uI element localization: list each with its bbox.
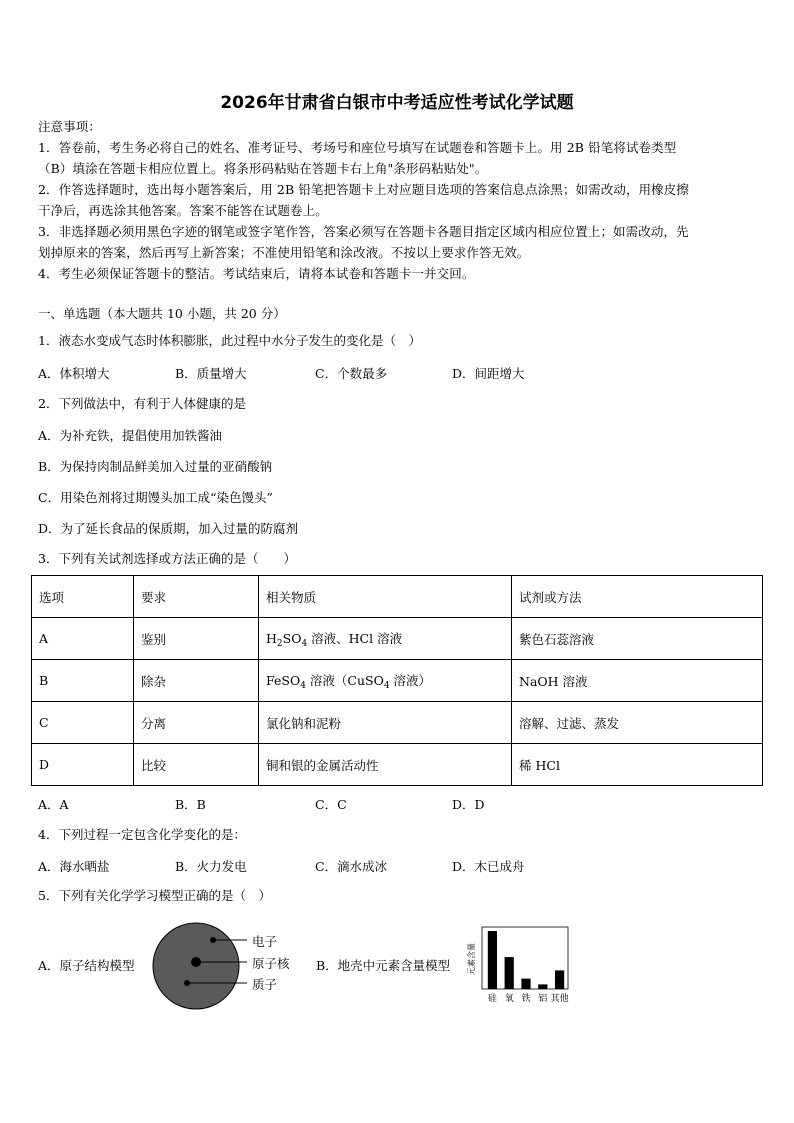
chart-bars <box>488 931 564 989</box>
option-b: B．为保持肉制品鲜美加入过量的亚硝酸钠 <box>38 459 273 474</box>
table-header: 相关物质 <box>259 576 512 618</box>
question-stem: 3．下列有关试剂选择或方法正确的是（ ） <box>38 551 296 566</box>
crust-element-bar-chart <box>466 923 576 1005</box>
option-b: B．火力发电 <box>175 859 247 874</box>
table-row <box>32 702 763 744</box>
option-a: A．体积增大 <box>38 366 110 381</box>
notice-line: 2．作答选择题时，选出每小题答案后，用 2B 铅笔把答题卡上对应题目选项的答案信息点涂黑；如需改动，用橡皮擦 <box>38 182 689 197</box>
notice-line: 干净后，再选涂其他答案。答案不能答在试题卷上。 <box>38 203 328 218</box>
option-c: C．个数最多 <box>315 366 388 381</box>
notice-heading: 注意事项： <box>38 119 102 134</box>
table-cell: 溶解、过滤、蒸发 <box>512 702 763 744</box>
table-row <box>32 744 763 786</box>
option-d: D．木已成舟 <box>452 859 525 874</box>
electron-label: 电子 <box>252 934 278 949</box>
table-cell: 除杂 <box>134 660 259 702</box>
table-header: 要求 <box>134 576 259 618</box>
bar-硅 <box>488 931 497 989</box>
option-row <box>38 795 738 813</box>
table-cell: FeSO$_4$ 溶液（CuSO$_4$ 溶液） <box>259 660 512 702</box>
question-stem: 2．下列做法中，有利于人体健康的是 <box>38 396 246 411</box>
x-tick-label: 氧 <box>504 994 514 1004</box>
notice-line: 4．考生必须保证答题卡的整洁。考试结束后，请将本试卷和答题卡一并交回。 <box>38 266 475 281</box>
bar-氧 <box>505 957 514 989</box>
option-c: C．C <box>315 797 347 812</box>
table-cell: 稀 HCl <box>512 744 763 786</box>
question-stem: 1．液态水变成气态时体积膨胀，此过程中水分子发生的变化是（ ） <box>38 333 421 348</box>
table-header-row <box>32 576 763 618</box>
bar-铝 <box>538 984 547 989</box>
table-cell: NaOH 溶液 <box>512 660 763 702</box>
notice-line: 划掉原来的答案，然后再写上新答案；不准使用铅笔和涂改液。不按以上要求作答无效。 <box>38 245 530 260</box>
option-d: D．间距增大 <box>452 366 525 381</box>
nucleus-label: 原子核 <box>252 956 290 971</box>
x-tick-label: 铝 <box>538 994 548 1004</box>
option-a: A．为补充铁，提倡使用加铁酱油 <box>38 428 223 443</box>
chart-y-label: 元素含量 <box>467 943 476 975</box>
question-stem: 4．下列过程一定包含化学变化的是： <box>38 827 246 842</box>
table-cell: C <box>32 702 134 744</box>
option-b: B．B <box>175 797 206 812</box>
proton-label: 质子 <box>252 977 278 992</box>
notice-line: 3．非选择题必须用黑色字迹的钢笔或签字笔作答，答案必须写在答题卡各题目指定区域内相应位置上；如需改动，先 <box>38 224 689 239</box>
chart-x-labels <box>488 992 569 1004</box>
option-c: C．滴水成冰 <box>315 859 388 874</box>
x-tick-label: 其他 <box>550 994 569 1004</box>
table-header: 试剂或方法 <box>512 576 763 618</box>
table-row <box>32 660 763 702</box>
table-cell: 鉴别 <box>134 618 259 660</box>
x-tick-label: 硅 <box>487 994 497 1004</box>
option-row <box>38 364 738 382</box>
option-d: D．为了延长食品的保质期，加入过量的防腐剂 <box>38 521 299 536</box>
page-title: 2026年甘肃省白银市中考适应性考试化学试题 <box>220 93 574 113</box>
table-cell: $H_2SO_4$ 溶液、HCl 溶液 <box>259 618 512 660</box>
section-heading: 一、单选题（本大题共 10 小题，共 20 分） <box>38 306 286 321</box>
option-a: A．A <box>38 797 69 812</box>
bar-铁 <box>521 979 530 989</box>
bar-其他 <box>555 970 564 989</box>
question-stem: 5．下列有关化学学习模型正确的是（ ） <box>38 888 271 903</box>
table-cell: D <box>32 744 134 786</box>
option-a: A．海水晒盐 <box>38 859 110 874</box>
table-cell: 铜和银的金属活动性 <box>259 744 512 786</box>
option-d: D．D <box>452 797 485 812</box>
q3-table <box>31 575 763 786</box>
table-header: 选项 <box>32 576 134 618</box>
table-cell: 分离 <box>134 702 259 744</box>
option-row <box>38 857 738 875</box>
option-c: C．用染色剂将过期馒头加工成“染色馒头” <box>38 490 273 505</box>
notice-line: （B）填涂在答题卡相应位置上。将条形码粘贴在答题卡右上角"条形码粘贴处"。 <box>38 161 488 176</box>
table-cell: 比较 <box>134 744 259 786</box>
table-cell: B <box>32 660 134 702</box>
table-cell: A <box>32 618 134 660</box>
option-a: A．原子结构模型 <box>38 958 135 973</box>
table-cell: 氯化钠和泥粉 <box>259 702 512 744</box>
table-row <box>32 618 763 660</box>
option-b: B．质量增大 <box>175 366 247 381</box>
option-b: B．地壳中元素含量模型 <box>316 958 451 973</box>
x-tick-label: 铁 <box>521 994 531 1004</box>
notice-line: 1．答卷前，考生务必将自己的姓名、准考证号、考场号和座位号填写在试题卷和答题卡上。用 2B 铅笔将试卷类型 <box>38 140 677 155</box>
table-cell: 紫色石蕊溶液 <box>512 618 763 660</box>
